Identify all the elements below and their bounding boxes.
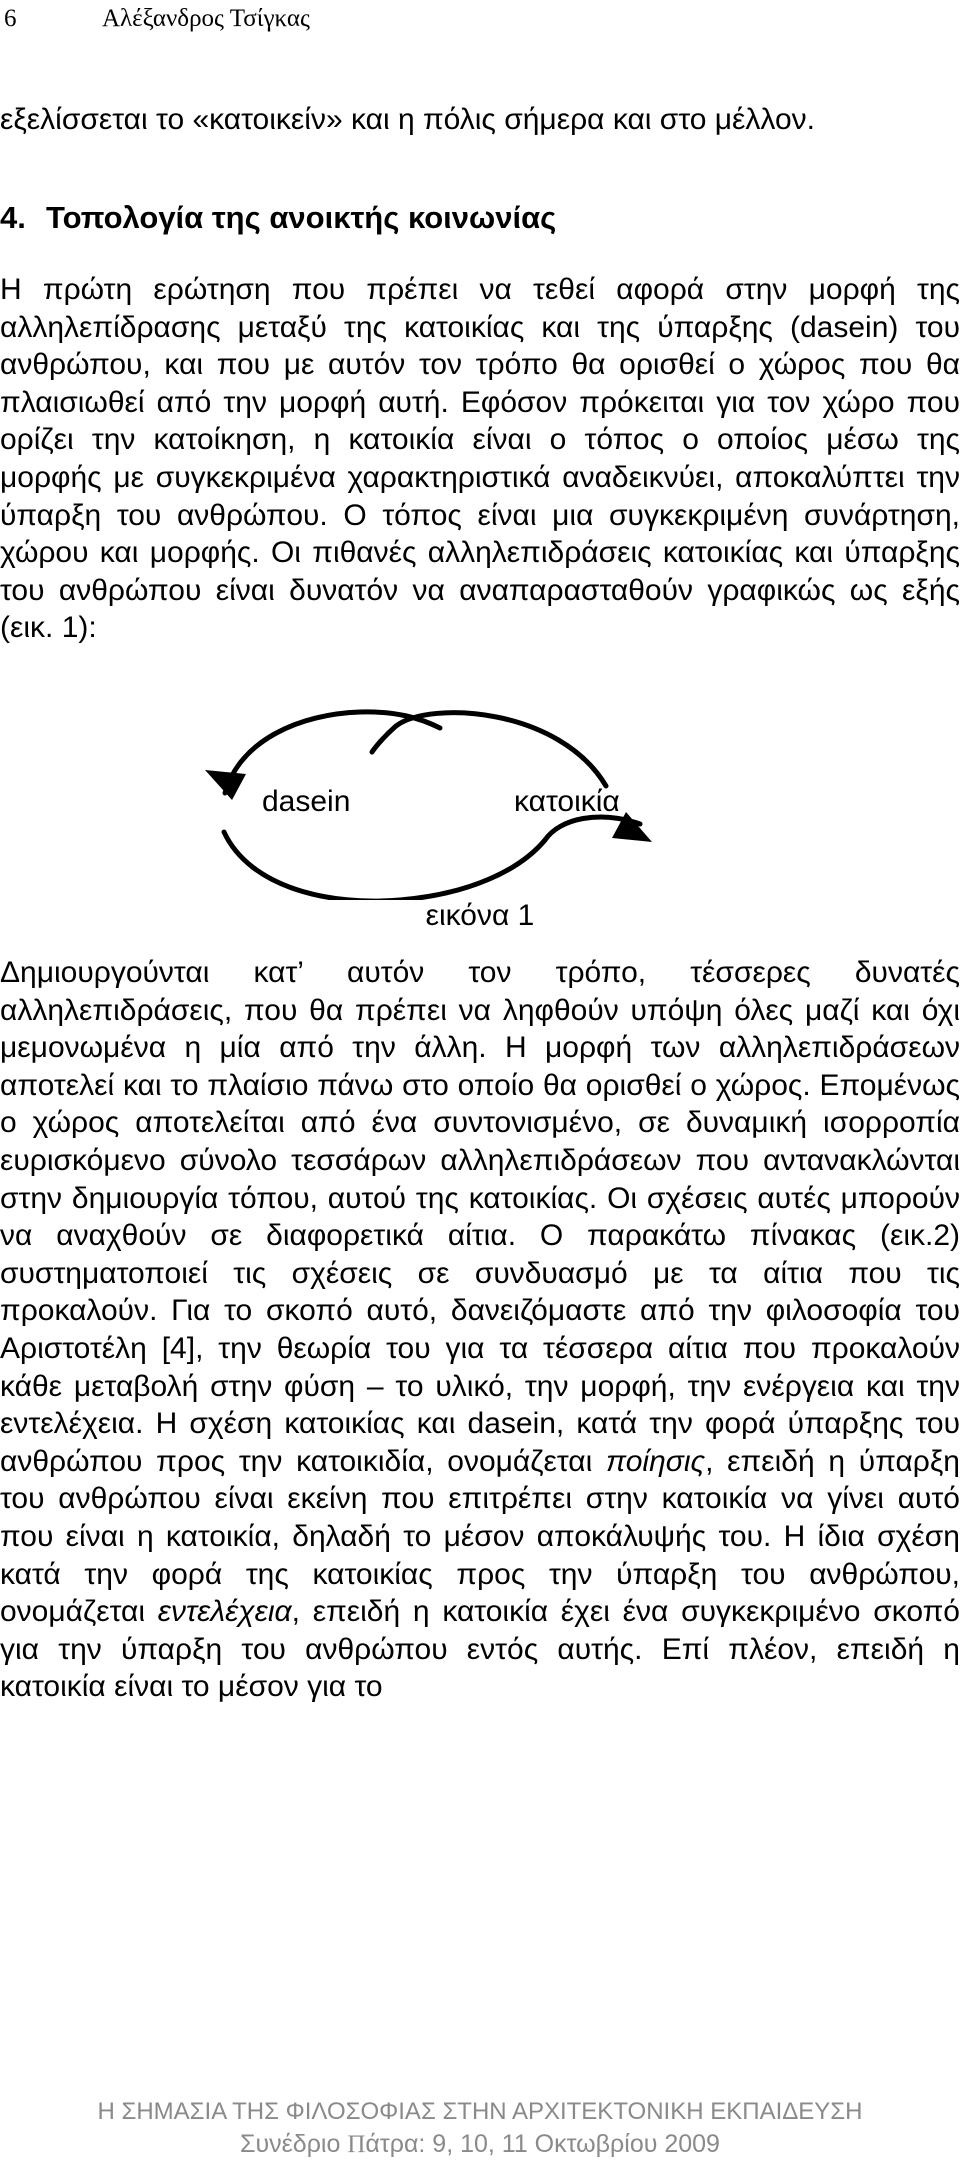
page-header [0, 4, 960, 34]
top-arrow [372, 713, 606, 786]
figure-arrows [0, 700, 960, 900]
running-head-author: Αλέξανδρος Τσίγκας [102, 5, 310, 32]
paragraph-main-part-2: , επειδή η ύπαρξη του ανθρώπου είναι εκείνη που επιτρέπει στην κατοικία να γίνει αυτό που είναι η κατοικία, δηλαδή το μέσον αποκάλυψής του. Η ίδια σχέση κατά την φορά της κατοικίας προς την ύπαρξη του ανθρώπου, ονομάζεται [0, 1444, 960, 1629]
figure-caption: εικόνα 1 [425, 899, 535, 932]
footer-conference-prefix: Συνέδριο [240, 2130, 348, 2158]
opening-line: εξελίσσεται το «κατοικείν» και η πόλις σήμερα και στο μέλλον. [0, 103, 815, 136]
paragraph-main-part-3: , επειδή η κατοικία έχει ένα συγκεκριμένο σκοπό για την ύπαρξη του ανθρώπου εντός αυτής. Επί πλέον, επειδή η κατοικία είναι το μέσον για το [0, 1595, 960, 1704]
paragraph-main-part-1: Δημιουργούνται κατ’ αυτόν τον τρόπο, τέσσερες δυνατές αλληλεπιδράσεις, που θα πρέπει να ληφθούν υπόψη όλες μαζί και όχι μεμονωμένα η μία από την άλλη. Η μορφή των αλληλεπιδράσεων αποτελεί και το πλαίσιο πάνω στο οποίο θα ορισθεί ο χώρος. Επομένως ο χώρος αποτελείται από ένα συντονισμένο, σε δυναμική ισορροπία ευρισκόμενο σύνολο τεσσάρων αλληλεπιδράσεων που αντανακλώνται στην δημιουργία τόπου, αυτού της κατοικίας. Οι σχέσεις αυτές μπορούν να αναχθούν σε διαφορετικά αίτια. Ο παρακάτω πίνακας (εικ.2) συστηματοποιεί τις σχέσεις σε συνδυασμό με τα αίτια που τις προκαλούν. Για το σκοπό αυτό, δανειζόμαστε από την φιλοσοφία του Αριστοτέλη [4], την θεωρία του για τα τέσσερα αίτια που προκαλούν κάθε μεταβολή στην φύση – το υλικό, την μορφή, την ενέργεια και την εντελέχεια. Η σχέση κατοικίας και dasein, κατά την φορά ύπαρξης του ανθρώπου προς την κατοικιδία, ονομάζεται [0, 956, 960, 1478]
section-title: Τοπολογία της ανοικτής κοινωνίας [46, 200, 557, 235]
footer-title: Η ΣΗΜΑΣΙΑ ΤΗΣ ΦΙΛΟΣΟΦΙΑΣ ΣΤΗΝ ΑΡΧΙΤΕΚΤΟΝΙΚΗ ΕΚΠΑΙΔΕΥΣΗ [97, 2098, 863, 2125]
page-number: 6 [4, 5, 17, 32]
term-poiesis: ποίησις [606, 1444, 706, 1478]
top-arrowhead [205, 770, 246, 800]
term-entelecheia: εντελέχεια [157, 1595, 292, 1629]
figure-1 [0, 700, 960, 940]
bottom-arrow [224, 832, 545, 900]
paragraph-intro: Η πρώτη ερώτηση που πρέπει να τεθεί αφορά στην μορφή της αλληλεπίδρασης μεταξύ της κατοικίας και της ύπαρξης (dasein) του ανθρώπου, και που με αυτόν τον τρόπο θα ορισθεί ο χώρος που θα πλαισιωθεί από την μορφή αυτή. Εφόσον πρόκειται για τον χώρο που ορίζει την κατοίκηση, η κατοικία είναι ο τόπος ο οποίος μέσω της μορφής με συγκεκριμένα χαρακτηριστικά αναδεικνύει, αποκαλύπτει την ύπαρξη του ανθρώπου. Ο τόπος είναι μια συγκεκριμένη συνάρτηση, χώρου και μορφής. Οι πιθανές αλληλεπιδράσεις κατοικίας και ύπαρξης του ανθρώπου είναι δυνατόν να αναπαρασταθούν γραφικώς ως εξής (εικ. 1): [0, 273, 960, 645]
section-heading [0, 198, 960, 238]
footer-conference-rest: άτρα: 9, 10, 11 Οκτωβρίου 2009 [365, 2130, 720, 2158]
footer-conference [0, 2128, 960, 2161]
page-footer [0, 2096, 960, 2161]
footer-conference-p: Π [347, 2131, 366, 2158]
figure-label-dasein: dasein [262, 785, 351, 818]
section-number: 4. [0, 200, 26, 235]
figure-label-katoikia: κατοικία [514, 785, 620, 818]
paragraph-main [0, 954, 960, 1706]
